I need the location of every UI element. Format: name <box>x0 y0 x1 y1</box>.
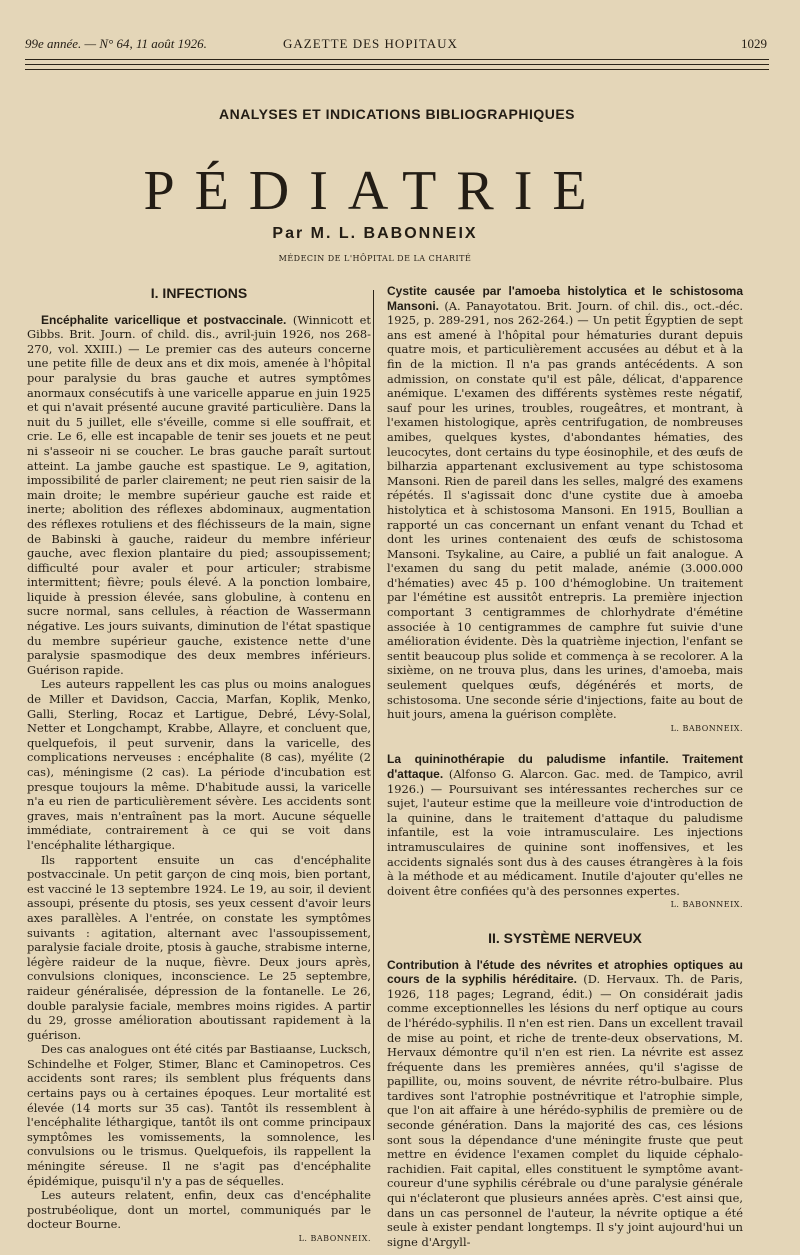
signature: L. BABONNEIX. <box>670 900 743 910</box>
byline: Par M. L. BABONNEIX <box>272 225 478 242</box>
article-title: La quininothérapie du paludisme infantile. Traitement d'attaque. <box>387 752 743 781</box>
article <box>387 284 743 736</box>
paragraph-text: Un petit Égyptien de sept ans est amené à l'hôpital pour hématuries durant depuis quatre mois, et particulièrement accusées au début et à la fin de la miction. Il n'a pas grands antécédents. A son admission, on constate qu'il est pâle, délicat, d'apparence anémique. L'examen des différents systèmes reste négatif, sauf pour les urines, troubles, rougeâtres, et montrant, à l'examen histologique, après centrifugation, de nombreuses amibes, quelques kystes, d'abondantes hématies, des leucocytes, dont certains du type éosinophile, et des œufs de bilharzia appartenant exclusivement au type schistosoma Mansoni. Rien de pareil dans les selles, malgré des examens répétés. Il s'agissait donc d'une cystite due à amoeba histolytica et à schistosoma Mansoni. En 1915, Boullian a rapporté un cas concernant un enfant venant du Tchad et dont les urines contenaient des œufs de schistosoma Mansoni. Tsykaline, au Caire, a publié un fait analogue. A l'examen du sang du petit malade, anémie (3.000.000 d'hématies) avec 45 p. 100 d'hémoglobine. Un traitement par l'émétine est aussitôt entrepris. La première injection comportant 3 centigrammes de chlorhydrate d'émétine associée à 10 centigrammes de camphre fut suivie d'une amélioration évidente. Dès la quatrième injection, l'enfant se sentit beaucoup plus solide et commença à se recolorer. A la sixième, on ne trouva plus, dans les urines, d'amoeba, mais seulement quelques œufs, dégénérés et morts, de schistosoma. Une seconde série d'injections, faite au bout de huit jours, amena la guérison complète. <box>387 313 744 722</box>
section-heading: ANALYSES ET INDICATIONS BIBLIOGRAPHIQUES <box>218 106 576 122</box>
article-paragraph: Les auteurs relatent, enfin, deux cas d'encéphalite postrubéolique, dont un mortel, communiqués par le docteur Bourne. <box>27 1188 371 1232</box>
article-reference: (Winnicott et Gibbs. Brit. Journ. of child. dis., avril-juin 1926, nos 268-270, vol. XXIII.) — <box>27 312 371 356</box>
paragraph-text: Le premier cas des auteurs concerne une petite fille de deux ans et dix mois, amenée à l'hôpital pour paralysie du bras gauche et autres symptômes anormaux consécutifs à une varicelle apparue en juin 1925 et qui n'avait présenté aucune gravité particulière. Dans la nuit du 5 juillet, elle s'éveille, comme si elle souffrait, et crie. Le 6, elle est incapable de tenir ses jouets et ne peut ni s'asseoir ni se coucher. Le bras gauche paraît surtout atteint. La jambe gauche est spastique. Le 9, agitation, impossibilité de parler clairement; ne peut rien saisir de la main droite; le membre supérieur gauche est raide et inerte; abolition des réflexes abdominaux, augmentation des réflexes rotuliens et des fléchisseurs de la main, signe de Babinski à gauche, raideur du membre inférieur gauche, avec flexion plantaire du pied; assoupissement; difficulté pour avaler et pour articuler; strabisme intermittent; fièvre; pouls élevé. A la ponction lombaire, liquide à pression élevée, sans globuline, à contenu en sucre normal, sans cellules, à réaction de Wassermann négative. Les jours suivants, diminution de l'état spastique du membre supérieur gauche, existence nette d'une paralysie spasmodique des deux membres inférieurs. Guérison rapide. <box>27 341 371 677</box>
article-paragraph: Des cas analogues ont été cités par Bastiaanse, Lucksch, Schindelhe et Folger, Stimer, Blanc et Caminopetros. Ces accidents sont rares; ils semblent plus fréquents dans certains pays ou à certaines époques. Leur mortalité est élevée (14 morts sur 35 cas). Tantôt ils ressemblent à l'encéphalite léthargique, tantôt ils ont comme principaux symptômes les vomissements, la somnolence, les convulsions ou le trismus. Quelquefois, ils rappellent la méningite séreuse. Il ne s'agit pas d'encéphalite épidémique, puisqu'il n'y a pas de séquelles. <box>27 1042 371 1188</box>
article-paragraph <box>387 752 743 898</box>
left-column <box>27 284 371 1253</box>
signature: L. BABONNEIX. <box>298 1234 371 1243</box>
article <box>27 313 371 1247</box>
article-reference: (Alfonso G. Alarcon. Gac. med. de Tampico, avril 1926.) — <box>387 767 743 796</box>
article-paragraph <box>27 313 371 678</box>
article-paragraph <box>387 958 743 1250</box>
running-head <box>25 36 777 56</box>
paragraph-text: Poursuivant ses intéressantes recherches sur ce sujet, l'auteur estime que la meilleure voie d'introduction de la quinine, dans le traitement d'attaque du paludisme infantile, est la voie intramusculaire. Les injections intramusculaires de quinine sont inoffensives, et les accidents signalés sont dus à des causes étrangères à la fois à la méthode et au médicament. Inutile d'ajouter qu'elles ne doivent être confiées qu'à des personnes expertes. <box>387 781 743 898</box>
article-title: Cystite causée par l'amoeba histolytica et le schistosoma Mansoni. <box>387 284 743 313</box>
issue-info: 99e année. — N° 64, 11 août 1926. <box>25 36 207 51</box>
article-paragraph <box>387 284 743 722</box>
header-rule <box>25 64 769 65</box>
paragraph-text: On considérait jadis comme exceptionnelles les lésions du nerf optique au cours de l'hérédo-syphilis. Il n'en est rien. Dans un excellent travail de mise au point, et riche de trente-deux observations, M. Hervaux démontre qu'il n'en est rien. La névrite est assez fréquente dans les premières années, qu'il s'agisse de papillite, ou, moins souvent, de névrite rétro-bulbaire. Plus tardives sont l'atrophie postnévritique et l'atrophie simple, que l'on ait affaire à une hérédo-syphilis de première ou de seconde génération. Dans la majorité des cas, ces lésions sont sous la dépendance d'une méningite fruste que peut mettre en évidence l'examen complet du liquide céphalo-rachidien. Fait capital, elles constituent le symptôme avant-coureur d'une syphilis cérébrale ou d'une paralysie générale qui n'éclateront que plusieurs années après. C'est ainsi que, dans un cas personnel de l'auteur, la névrite optique a été seule à exister pendant longtemps. Il s'y joint aujourd'hui un signe d'Argyll- <box>387 986 743 1249</box>
article <box>387 752 743 913</box>
article-title: Encéphalite varicellique et postvaccinale. <box>41 312 287 327</box>
article-reference: (D. Hervaux. Th. de Paris, 1926, 118 pages; Legrand, édit.) — <box>387 972 743 1001</box>
article-title: Contribution à l'étude des névrites et atrophies optiques au cours de la syphilis héréditaire. <box>387 957 743 987</box>
section-title: II. SYSTÈME NERVEUX <box>488 929 642 946</box>
page-title: PÉDIATRIE <box>143 160 607 222</box>
article-reference: (A. Panayotatou. Brit. Journ. of chil. dis., oct.-déc. 1925, p. 289-291, nos 262-264.) — <box>387 298 743 328</box>
header-rule <box>25 69 769 70</box>
affiliation: MÉDECIN DE L'HÔPITAL DE LA CHARITÉ <box>278 254 472 263</box>
journal-name: GAZETTE DES HOPITAUX <box>283 36 458 51</box>
signature: L. BABONNEIX. <box>670 723 743 733</box>
column-divider <box>373 290 374 1140</box>
section-title: I. INFECTIONS <box>150 285 248 301</box>
page-number: 1029 <box>741 36 767 51</box>
article-paragraph: Ils rapportent ensuite un cas d'encéphalite postvaccinale. Un petit garçon de cinq mois, bien portant, est vacciné le 13 septembre 1924. Le 19, au soir, il devient assoupi, présente du ptosis, ses yeux cessent d'avoir leurs axes parallèles. A l'entrée, on constate les symptômes suivants : agitation, alternant avec l'assoupissement, paralysie faciale droite, ptosis à gauche, strabisme interne, légère raideur de la nuque, fièvre. Deux jours après, convulsions cloniques, inconscience. Le 25 septembre, raideur généralisée, dépression de la fontanelle. Le 26, double paralysie faciale, membres moins rigides. A partir du 29, grosse amélioration aboutissant rapidement à la guérison. <box>27 852 371 1042</box>
right-column <box>387 284 743 1255</box>
article <box>387 958 743 1250</box>
header-rule <box>25 59 769 60</box>
article-paragraph: Les auteurs rappellent les cas plus ou moins analogues de Miller et Davidson, Caccia, Marfan, Koplik, Menko, Galli, Sterling, Rocaz et Lartigue, Debré, Lévy-Solal, Netter et Longchampt, Krabbe, Allayre, et concluent que, quelquefois, il peut survenir, dans la varicelle, des complications nerveuses : encéphalite (8 cas), myélite (2 cas), méningisme (2 cas). La période d'incubation est presque toujours la même. D'habitude aussi, la varicelle n'a eu rien de particulièrement sévère. Les accidents sont graves, mais n'entraînent pas la mort. Aucune séquelle immédiate, contrairement à ce qui se voit dans l'encéphalite léthargique. <box>27 677 371 852</box>
